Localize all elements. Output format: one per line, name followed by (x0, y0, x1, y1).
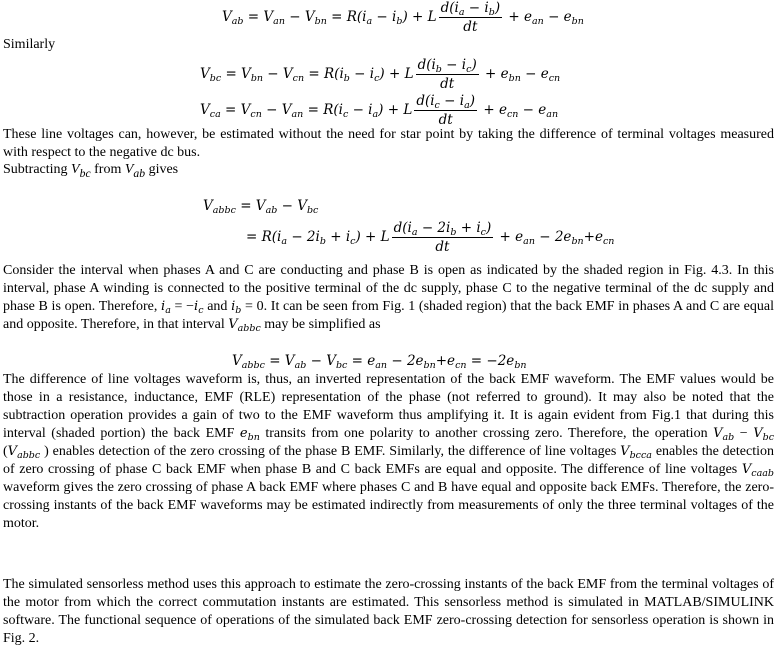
fraction: $\frac{d(i_a - i_b)}{dt}$ (440, 0, 501, 35)
equation-vabbc-simplified: $V_{abbc} = V_{ab} - V_{bc} = e_{an} - 2e_{bn}+e_{cn} = -2e_{bn}$ (232, 353, 527, 371)
equation-vabbc-expanded: = $R(i_a - 2i_b + i_c) + L$ $\frac{d(i_a - 2i_b + i_c)}{dt}$ + $e_{an} - 2e_{bn}+e_{cn}$ (246, 220, 615, 255)
paragraph-difference: The difference of line voltages waveform is, thus, an inverted representation of the back EMF waveform. The EMF values would be those in a resistance, inductance, EMF (RLE) representation of the phase (not referred to ground). It may also be noted that the subtraction operation provides a gain of two to the EMF waveform thus amplifying it. It is again evident from Fig.1 that during this interval (shaded portion) the back EMF $e_{bn}$ transits from one polarity to another crossing zero. Therefore, the operation $V_{ab} - V_{bc}$ ($V_{abbc}$ ) enables detection of the zero crossing of the phase B EMF. Similarly, the difference of line voltages $V_{bcca}$ enables the detection of zero crossing of phase C back EMF when phase B and C back EMFs are equal and opposite. The difference of line voltages $V_{caab}$ waveform gives the zero crossing of phase A back EMF where phases C and B have equal and opposite back EMFs. Therefore, the zero-crossing instants of the back EMF waveforms may be estimated indirectly from measurements of only the three terminal voltages of the motor. (3, 372, 775, 531)
equation-vab: $V_{ab} = V_{an} - V_{bn} = R(i_a - i_b) + L$ $\frac{d(i_a - i_b)}{dt}$ + $e_{an} - e_{bn}$ (222, 0, 584, 35)
equation-vbc: $V_{bc} = V_{bn} - V_{cn} = R(i_b - i_c) + L$ $\frac{d(i_b - i_c)}{dt}$ + $e_{bn} - e_{cn}$ (200, 57, 561, 92)
fraction: $\frac{d(i_b - i_c)}{dt}$ (417, 57, 477, 92)
paragraph-line-voltages: These line voltages can, however, be estimated without the need for star point by taking the difference of terminal voltages measured with respect to the negative dc bus. (3, 127, 774, 160)
fraction: $\frac{d(i_a - 2i_b + i_c)}{dt}$ (393, 220, 492, 255)
equation-vca: $V_{ca} = V_{cn} - V_{an} = R(i_c - i_a) + L$ $\frac{d(i_c - i_a)}{dt}$ + $e_{cn} - e_{an}$ (200, 93, 559, 128)
equation-vabbc: $V_{abbc} = V_{ab} - V_{bc}$ (203, 198, 319, 216)
paragraph-interval: Consider the interval when phases A and C are conducting and phase B is open as indicated by the shaded region in Fig. 4.3. In this interval, phase A winding is connected to the positive terminal of the dc supply, phase C to the negative terminal of the dc supply and phase B is open. Therefore, $i_a = -i_c$ and $i_b = 0$. It can be seen from Fig. 1 (shaded region) that the back EMF in phases A and C are equal and opposite. Therefore, in that interval $V_{abbc}$ may be simplified as (3, 263, 774, 334)
fraction: $\frac{d(i_c - i_a)}{dt}$ (416, 93, 476, 128)
similarly-label: Similarly (3, 37, 56, 52)
subtracting-line: Subtracting $V_{bc}$ from $V_{ab}$ gives (3, 162, 179, 180)
paragraph-sensorless: The simulated sensorless method uses this approach to estimate the zero-crossing instants of the back EMF from the terminal voltages of the motor from which the correct commutation instants are estimated. This sensorless method is simulated in MATLAB/SIMULINK software. The functional sequence of operations of the simulated back EMF zero-crossing detection for sensorless operation is shown in Fig. 2. (3, 577, 774, 646)
